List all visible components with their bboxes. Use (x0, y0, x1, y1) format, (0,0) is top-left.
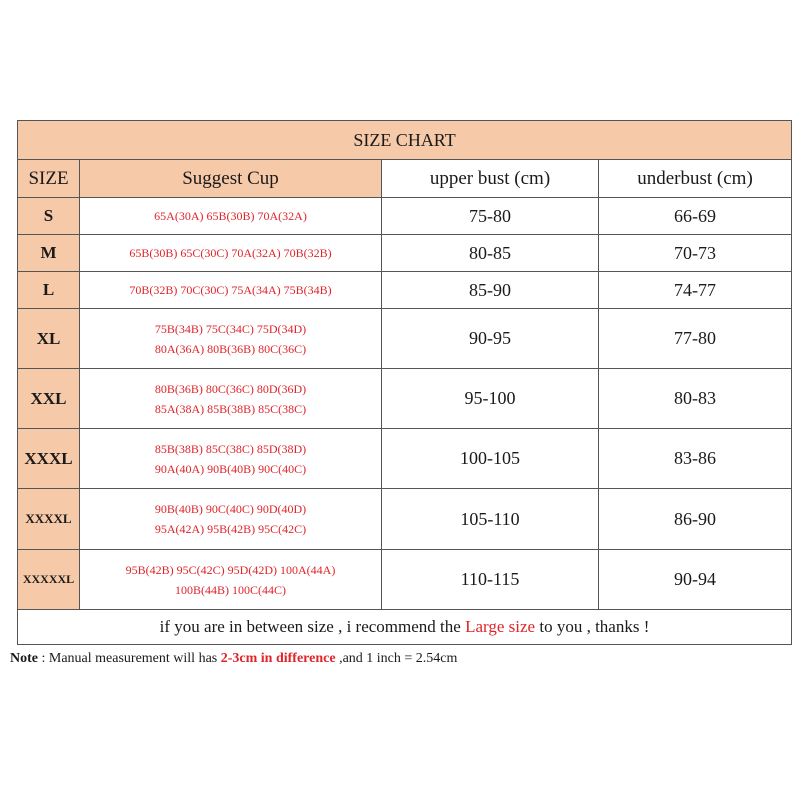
underbust-value: 90-94 (599, 550, 792, 610)
underbust-value: 66-69 (599, 198, 792, 235)
note-label: Note (10, 651, 38, 666)
cup-suggestion: 85B(38B) 85C(38C) 85D(38D) 90A(40A) 90B(40B) 90C(40C) (80, 429, 382, 489)
cup-suggestion: 65A(30A) 65B(30B) 70A(32A) (80, 198, 382, 235)
cup-suggestion: 95B(42B) 95C(42C) 95D(42D) 100A(44A) 100B(44B) 100C(44C) (80, 550, 382, 610)
table-row (18, 550, 792, 610)
size-chart-table (17, 120, 792, 645)
table-row (18, 198, 792, 235)
upper-bust-value: 85-90 (382, 272, 599, 309)
table-row (18, 309, 792, 369)
size-label: XXL (18, 369, 80, 429)
upper-bust-value: 90-95 (382, 309, 599, 369)
table-row (18, 489, 792, 550)
header-size: SIZE (18, 160, 80, 198)
size-label: XL (18, 309, 80, 369)
large-size-highlight: Large size (465, 617, 536, 636)
difference-highlight: 2-3cm in difference (220, 651, 336, 666)
upper-bust-value: 105-110 (382, 489, 599, 550)
underbust-value: 83-86 (599, 429, 792, 489)
table-row (18, 235, 792, 272)
underbust-value: 70-73 (599, 235, 792, 272)
size-label: XXXXL (18, 489, 80, 550)
chart-title: SIZE CHART (18, 121, 792, 160)
cup-suggestion: 90B(40B) 90C(40C) 90D(40D) 95A(42A) 95B(42B) 95C(42C) (80, 489, 382, 550)
upper-bust-value: 110-115 (382, 550, 599, 610)
header-suggest-cup: Suggest Cup (80, 160, 382, 198)
underbust-value: 77-80 (599, 309, 792, 369)
upper-bust-value: 80-85 (382, 235, 599, 272)
size-label: L (18, 272, 80, 309)
upper-bust-value: 75-80 (382, 198, 599, 235)
cup-suggestion: 70B(32B) 70C(30C) 75A(34A) 75B(34B) (80, 272, 382, 309)
size-label: S (18, 198, 80, 235)
table-row (18, 369, 792, 429)
measurement-note: Note : Manual measurement will has 2-3cm in difference ,and 1 inch = 2.54cm (10, 651, 458, 666)
size-label: M (18, 235, 80, 272)
underbust-value: 74-77 (599, 272, 792, 309)
upper-bust-value: 100-105 (382, 429, 599, 489)
underbust-value: 80-83 (599, 369, 792, 429)
header-underbust: underbust (cm) (599, 160, 792, 198)
cup-suggestion: 65B(30B) 65C(30C) 70A(32A) 70B(32B) (80, 235, 382, 272)
cup-suggestion: 80B(36B) 80C(36C) 80D(36D) 85A(38A) 85B(38B) 85C(38C) (80, 369, 382, 429)
header-upper-bust: upper bust (cm) (382, 160, 599, 198)
size-label: XXXL (18, 429, 80, 489)
table-row (18, 272, 792, 309)
size-recommendation: if you are in between size , i recommend the Large size to you , thanks ! (18, 610, 792, 645)
table-row (18, 429, 792, 489)
upper-bust-value: 95-100 (382, 369, 599, 429)
cup-suggestion: 75B(34B) 75C(34C) 75D(34D) 80A(36A) 80B(36B) 80C(36C) (80, 309, 382, 369)
underbust-value: 86-90 (599, 489, 792, 550)
size-label: XXXXXL (18, 550, 80, 610)
